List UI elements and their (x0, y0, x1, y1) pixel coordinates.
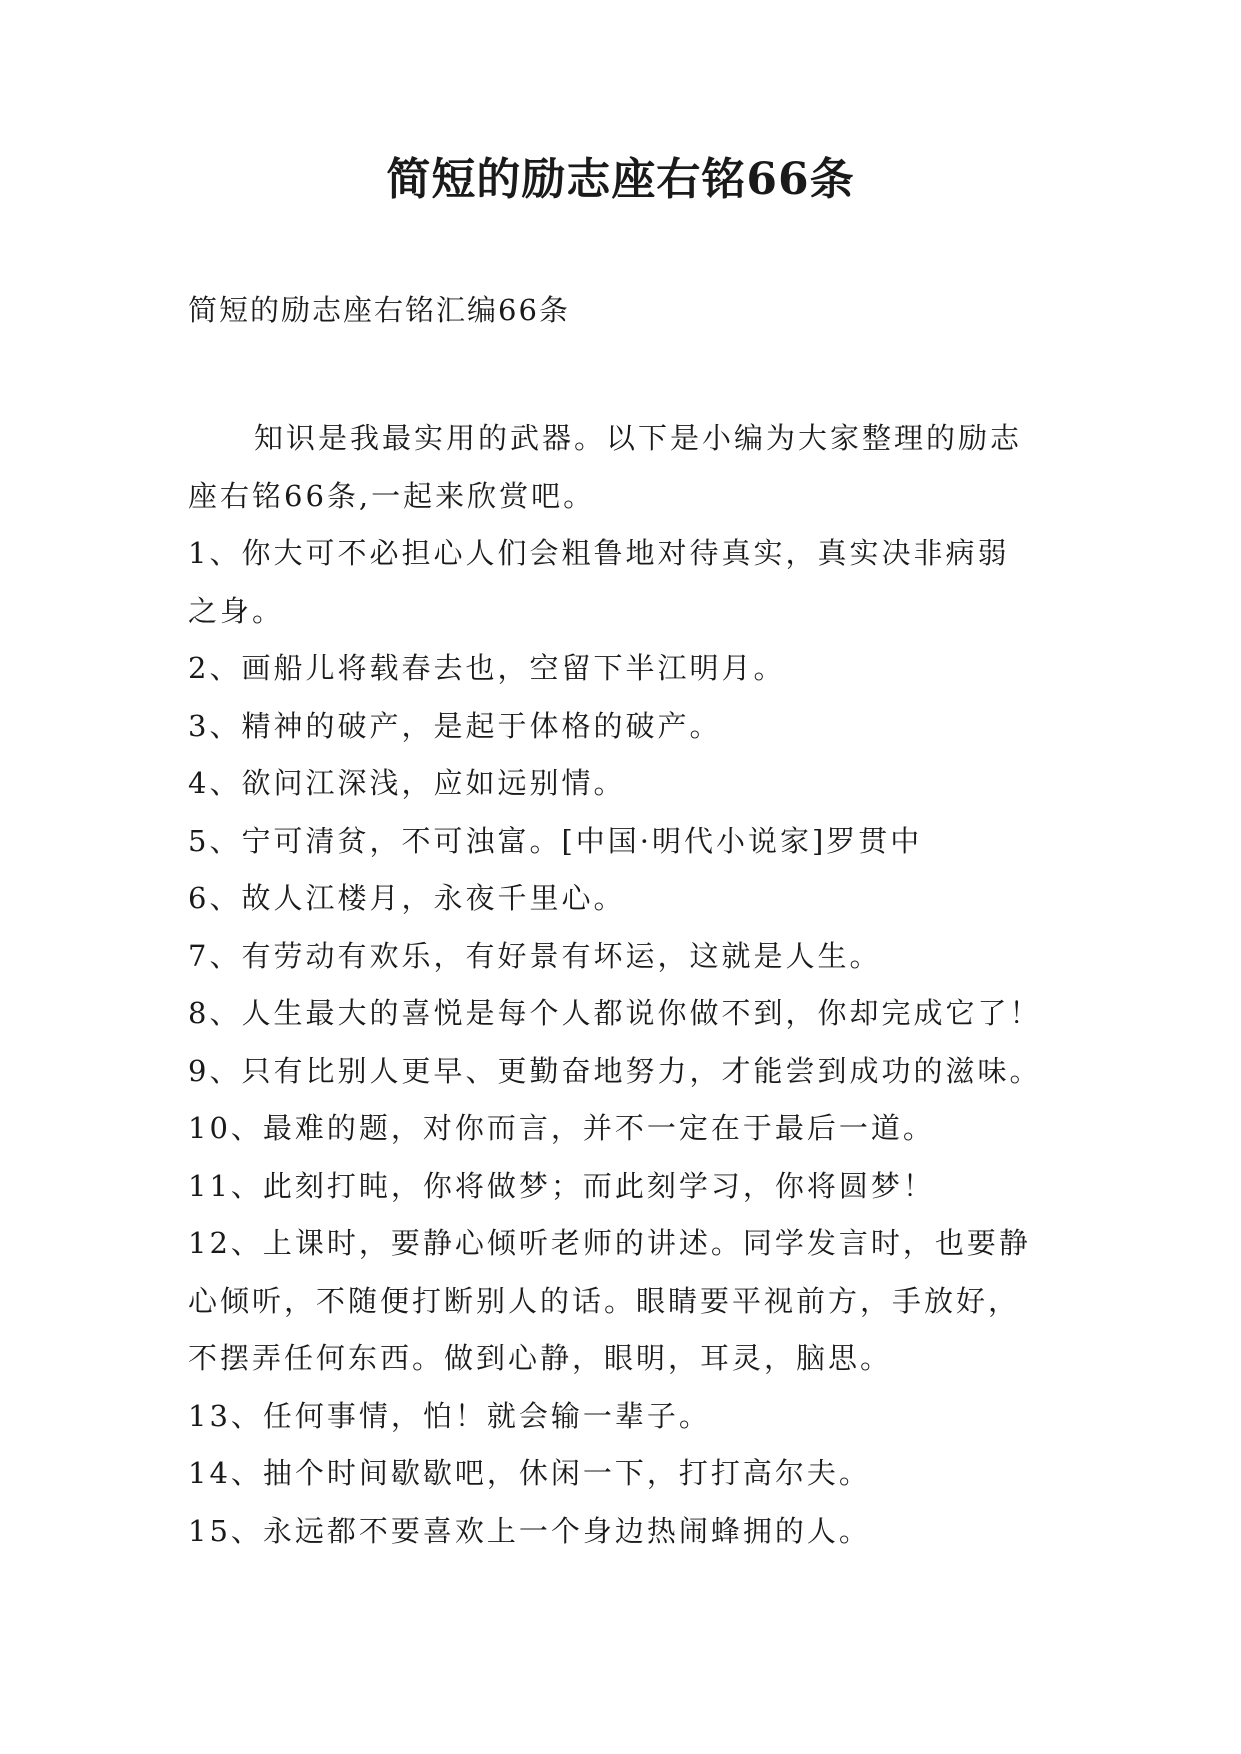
motto-line: 11、此刻打盹，你将做梦；而此刻学习，你将圆梦！ (188, 1168, 935, 1203)
motto-line: 之身。 (188, 593, 285, 628)
motto-item-15 (188, 1503, 1058, 1561)
motto-item-2 (188, 640, 1058, 698)
motto-item-4 (188, 755, 1058, 813)
motto-line: 2、画船儿将载春去也，空留下半江明月。 (188, 651, 786, 685)
intro-line: 座右铭66条,一起来欣赏吧。 (188, 478, 596, 513)
motto-line: 13、任何事情，怕！就会输一辈子。 (188, 1398, 711, 1433)
motto-line: 3、精神的破产，是起于体格的破产。 (188, 708, 722, 743)
motto-item-9 (188, 1043, 1058, 1101)
intro-paragraph (188, 410, 1058, 525)
motto-line: 不摆弄任何东西。做到心静，眼明，耳灵，脑思。 (188, 1341, 893, 1375)
motto-item-10 (188, 1100, 1058, 1158)
motto-line: 5、宁可清贫，不可浊富。[中国·明代小说家]罗贯中 (188, 823, 923, 858)
motto-item-6 (188, 870, 1058, 928)
document-title: 简短的励志座右铭66条 (386, 154, 855, 205)
motto-line: 12、上课时，要静心倾听老师的讲述。同学发言时，也要静 (188, 1226, 1031, 1260)
motto-item-8 (188, 985, 1058, 1043)
intro-line: 知识是我最实用的武器。以下是小编为大家整理的励志 (254, 421, 1023, 455)
motto-line: 15、永远都不要喜欢上一个身边热闹蜂拥的人。 (188, 1513, 871, 1548)
motto-item-14 (188, 1445, 1058, 1503)
motto-item-13 (188, 1388, 1058, 1446)
motto-line: 14、抽个时间歇歇吧，休闲一下，打打高尔夫。 (188, 1456, 871, 1490)
motto-item-1 (188, 525, 1058, 640)
motto-line: 4、欲问江深浅，应如远别情。 (188, 766, 626, 800)
motto-line: 7、有劳动有欢乐，有好景有坏运，这就是人生。 (188, 938, 882, 973)
motto-item-3 (188, 698, 1058, 756)
motto-line: 10、最难的题，对你而言，并不一定在于最后一道。 (188, 1111, 935, 1145)
motto-line: 心倾听，不随便打断别人的话。眼睛要平视前方，手放好， (188, 1283, 1021, 1318)
motto-item-7 (188, 928, 1058, 986)
motto-item-11 (188, 1158, 1058, 1216)
motto-line: 6、故人江楼月，永夜千里心。 (188, 881, 626, 915)
motto-item-12 (188, 1215, 1058, 1388)
motto-line: 1、你大可不必担心人们会粗鲁地对待真实，真实决非病弱 (188, 536, 1010, 570)
document-subtitle: 简短的励志座右铭汇编66条 (188, 293, 570, 327)
motto-item-5 (188, 813, 1058, 871)
document-body (188, 410, 1058, 1560)
motto-line: 8、人生最大的喜悦是每个人都说你做不到，你却完成它了！ (188, 996, 1042, 1030)
motto-line: 9、只有比别人更早、更勤奋地努力，才能尝到成功的滋味。 (188, 1053, 1042, 1088)
